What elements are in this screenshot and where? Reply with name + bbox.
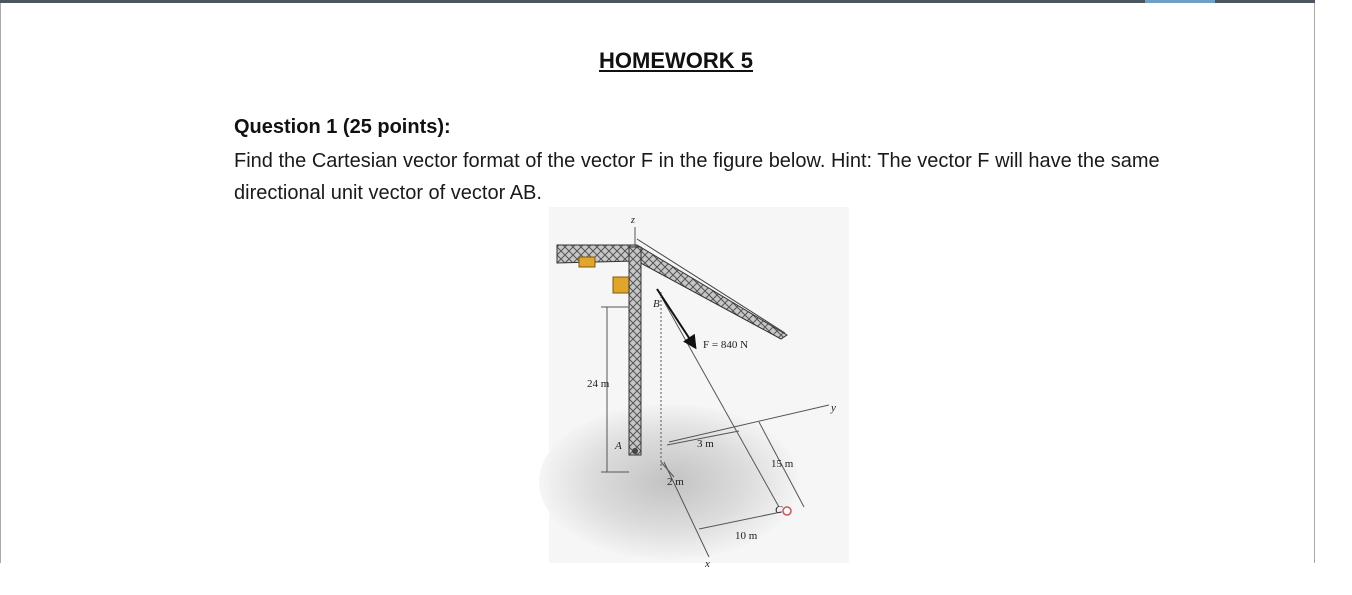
y-axis-label: y xyxy=(831,402,836,414)
crane-figure xyxy=(549,207,849,570)
dim-2m-label: 2 m xyxy=(667,476,684,488)
x-axis-label: x xyxy=(705,558,710,570)
z-axis-label: z xyxy=(631,215,635,226)
crane-tower xyxy=(629,247,641,455)
point-c-label: C xyxy=(775,504,783,516)
counterweight-block xyxy=(579,257,595,267)
dim-3m-label: 3 m xyxy=(697,438,714,450)
point-c-marker xyxy=(783,507,791,515)
point-a-marker xyxy=(632,448,638,454)
point-a-label: A xyxy=(615,440,622,452)
question-heading: Question 1 (25 points): xyxy=(234,116,451,138)
dim-10m-label: 10 m xyxy=(735,530,758,542)
homework-title: HOMEWORK 5 xyxy=(599,48,753,73)
point-b-label: B xyxy=(653,298,660,310)
height-dimension-label: 24 m xyxy=(587,378,610,390)
question-body: Find the Cartesian vector format of the vector F in the figure below. Hint: The vector F will have the same directional unit vector of vector AB. xyxy=(234,150,1160,204)
force-label: F = 840 N xyxy=(703,339,749,351)
dim-15m-label: 15 m xyxy=(771,458,794,470)
